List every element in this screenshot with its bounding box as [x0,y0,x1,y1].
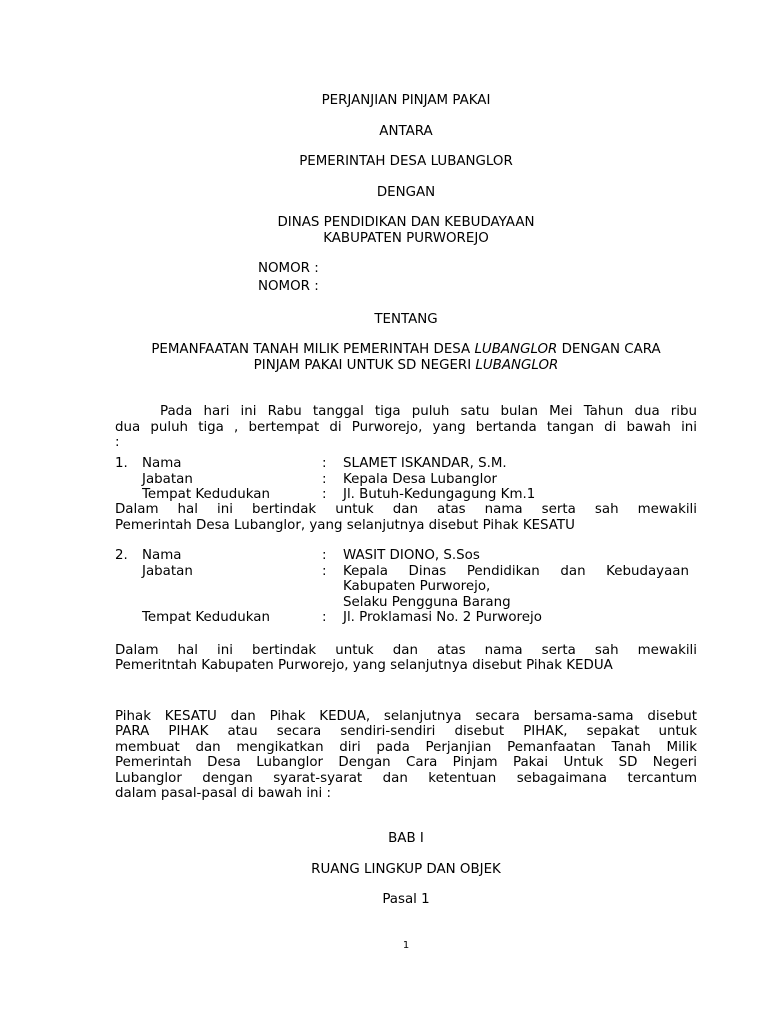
subject-line-1 [0,342,768,357]
nomor-line-1: NOMOR : [258,261,319,276]
opening-line-2: dua puluh tiga , bertempat di Purworejo, yang bertanda tangan di bawah ini [115,420,697,435]
pihak2-tempat-row [0,610,768,625]
para-pihak-line-2: PARA PIHAK atau secara sendiri-sendiri disebut PIHAK, sepakat untuk [115,724,697,739]
pihak2-desc-line-2: Pemeritntah Kabupaten Purworejo, yang selanjutnya disebut Pihak KEDUA [115,658,613,673]
pihak2-nama-colon: : [322,548,327,563]
subject-line-1-text-b: DENGAN CARA [557,342,661,357]
party2-heading-line2: KABUPATEN PURWOREJO [323,231,489,246]
pihak2-nama-row [0,548,768,563]
pihak2-nama-value: WASIT DIONO, S.Sos [343,548,480,563]
nomor-line-2: NOMOR : [258,279,319,294]
pihak2-jabatan-value-line-3: Selaku Pengguna Barang [343,595,511,610]
pihak2-jabatan-value-line-2: Kabupaten Purworejo, [343,579,491,594]
subject-line-2 [0,358,768,373]
dengan-label: DENGAN [376,185,436,200]
document-title: PERJANJIAN PINJAM PAKAI [321,93,491,108]
pihak2-tempat-colon: : [322,610,327,625]
para-pihak-line-6: dalam pasal-pasal di bawah ini : [115,786,332,801]
pihak2-jabatan-value-line-1: Kepala Dinas Pendidikan dan Kebudayaan [343,564,689,579]
pihak1-desc-line-2: Pemerintah Desa Lubanglor, yang selanjutnya disebut Pihak KESATU [115,518,575,533]
pihak2-tempat-value: Jl. Proklamasi No. 2 Purworejo [343,610,542,625]
pihak1-tempat-row [0,487,768,502]
opening-line-1: Pada hari ini Rabu tanggal tiga puluh satu bulan Mei Tahun dua ribu [160,404,697,419]
party1-heading: PEMERINTAH DESA LUBANGLOR [299,154,513,169]
pihak1-nama-value: SLAMET ISKANDAR, S.M. [343,456,507,471]
subject-line-2-text: PINJAM PAKAI UNTUK SD NEGERI [253,358,476,373]
bab-title: BAB I [388,831,424,846]
pihak2-desc-line-1: Dalam hal ini bertindak untuk dan atas nama serta sah mewakili [115,643,697,658]
pihak2-tempat-label: Tempat Kedudukan [142,610,270,625]
para-pihak-line-5: Lubanglor dengan syarat-syarat dan ketentuan sebagaimana tercantum [115,771,697,786]
pihak1-desc-line-1: Dalam hal ini bertindak untuk dan atas nama serta sah mewakili [115,502,697,517]
antara-label: ANTARA [379,124,433,139]
pihak1-jabatan-label: Jabatan [142,472,193,487]
para-pihak-line-1: Pihak KESATU dan Pihak KEDUA, selanjutnya secara bersama-sama disebut [115,709,697,724]
pihak2-jabatan-row [0,564,768,579]
pihak1-tempat-value: Jl. Butuh-Kedungagung Km.1 [343,487,536,502]
pasal-heading: Pasal 1 [382,892,430,907]
subject-line-1-text-a: PEMANFAATAN TANAH MILIK PEMERINTAH DESA [151,342,475,357]
pihak1-jabatan-row [0,472,768,487]
pihak1-nama-label: Nama [142,456,182,471]
party2-heading-line1: DINAS PENDIDIKAN DAN KEBUDAYAAN [277,215,535,230]
pihak1-tempat-colon: : [322,487,327,502]
tentang-label: TENTANG [374,312,438,327]
page-number: 1 [402,940,410,951]
pihak1-nama-row [0,456,768,471]
subject-line-2-italic: LUBANGLOR [475,358,559,373]
para-pihak-line-4: Pemerintah Desa Lubanglor Dengan Cara Pinjam Pakai Untuk SD Negeri [115,755,697,770]
pihak1-tempat-label: Tempat Kedudukan [142,487,270,502]
pihak2-nama-label: Nama [142,548,182,563]
pihak2-jabatan-colon: : [322,564,327,579]
pihak1-jabatan-value: Kepala Desa Lubanglor [343,472,498,487]
pihak1-number: 1. [115,456,128,471]
pihak1-jabatan-colon: : [322,472,327,487]
pihak2-jabatan-label: Jabatan [142,564,193,579]
pihak1-nama-colon: : [322,456,327,471]
subject-line-1-italic: LUBANGLOR [474,342,558,357]
opening-line-3: : [115,435,120,450]
para-pihak-line-3: membuat dan mengikatkan diri pada Perjanjian Pemanfaatan Tanah Milik [115,740,697,755]
bab-subtitle: RUANG LINGKUP DAN OBJEK [311,862,501,877]
pihak2-number: 2. [115,548,128,563]
